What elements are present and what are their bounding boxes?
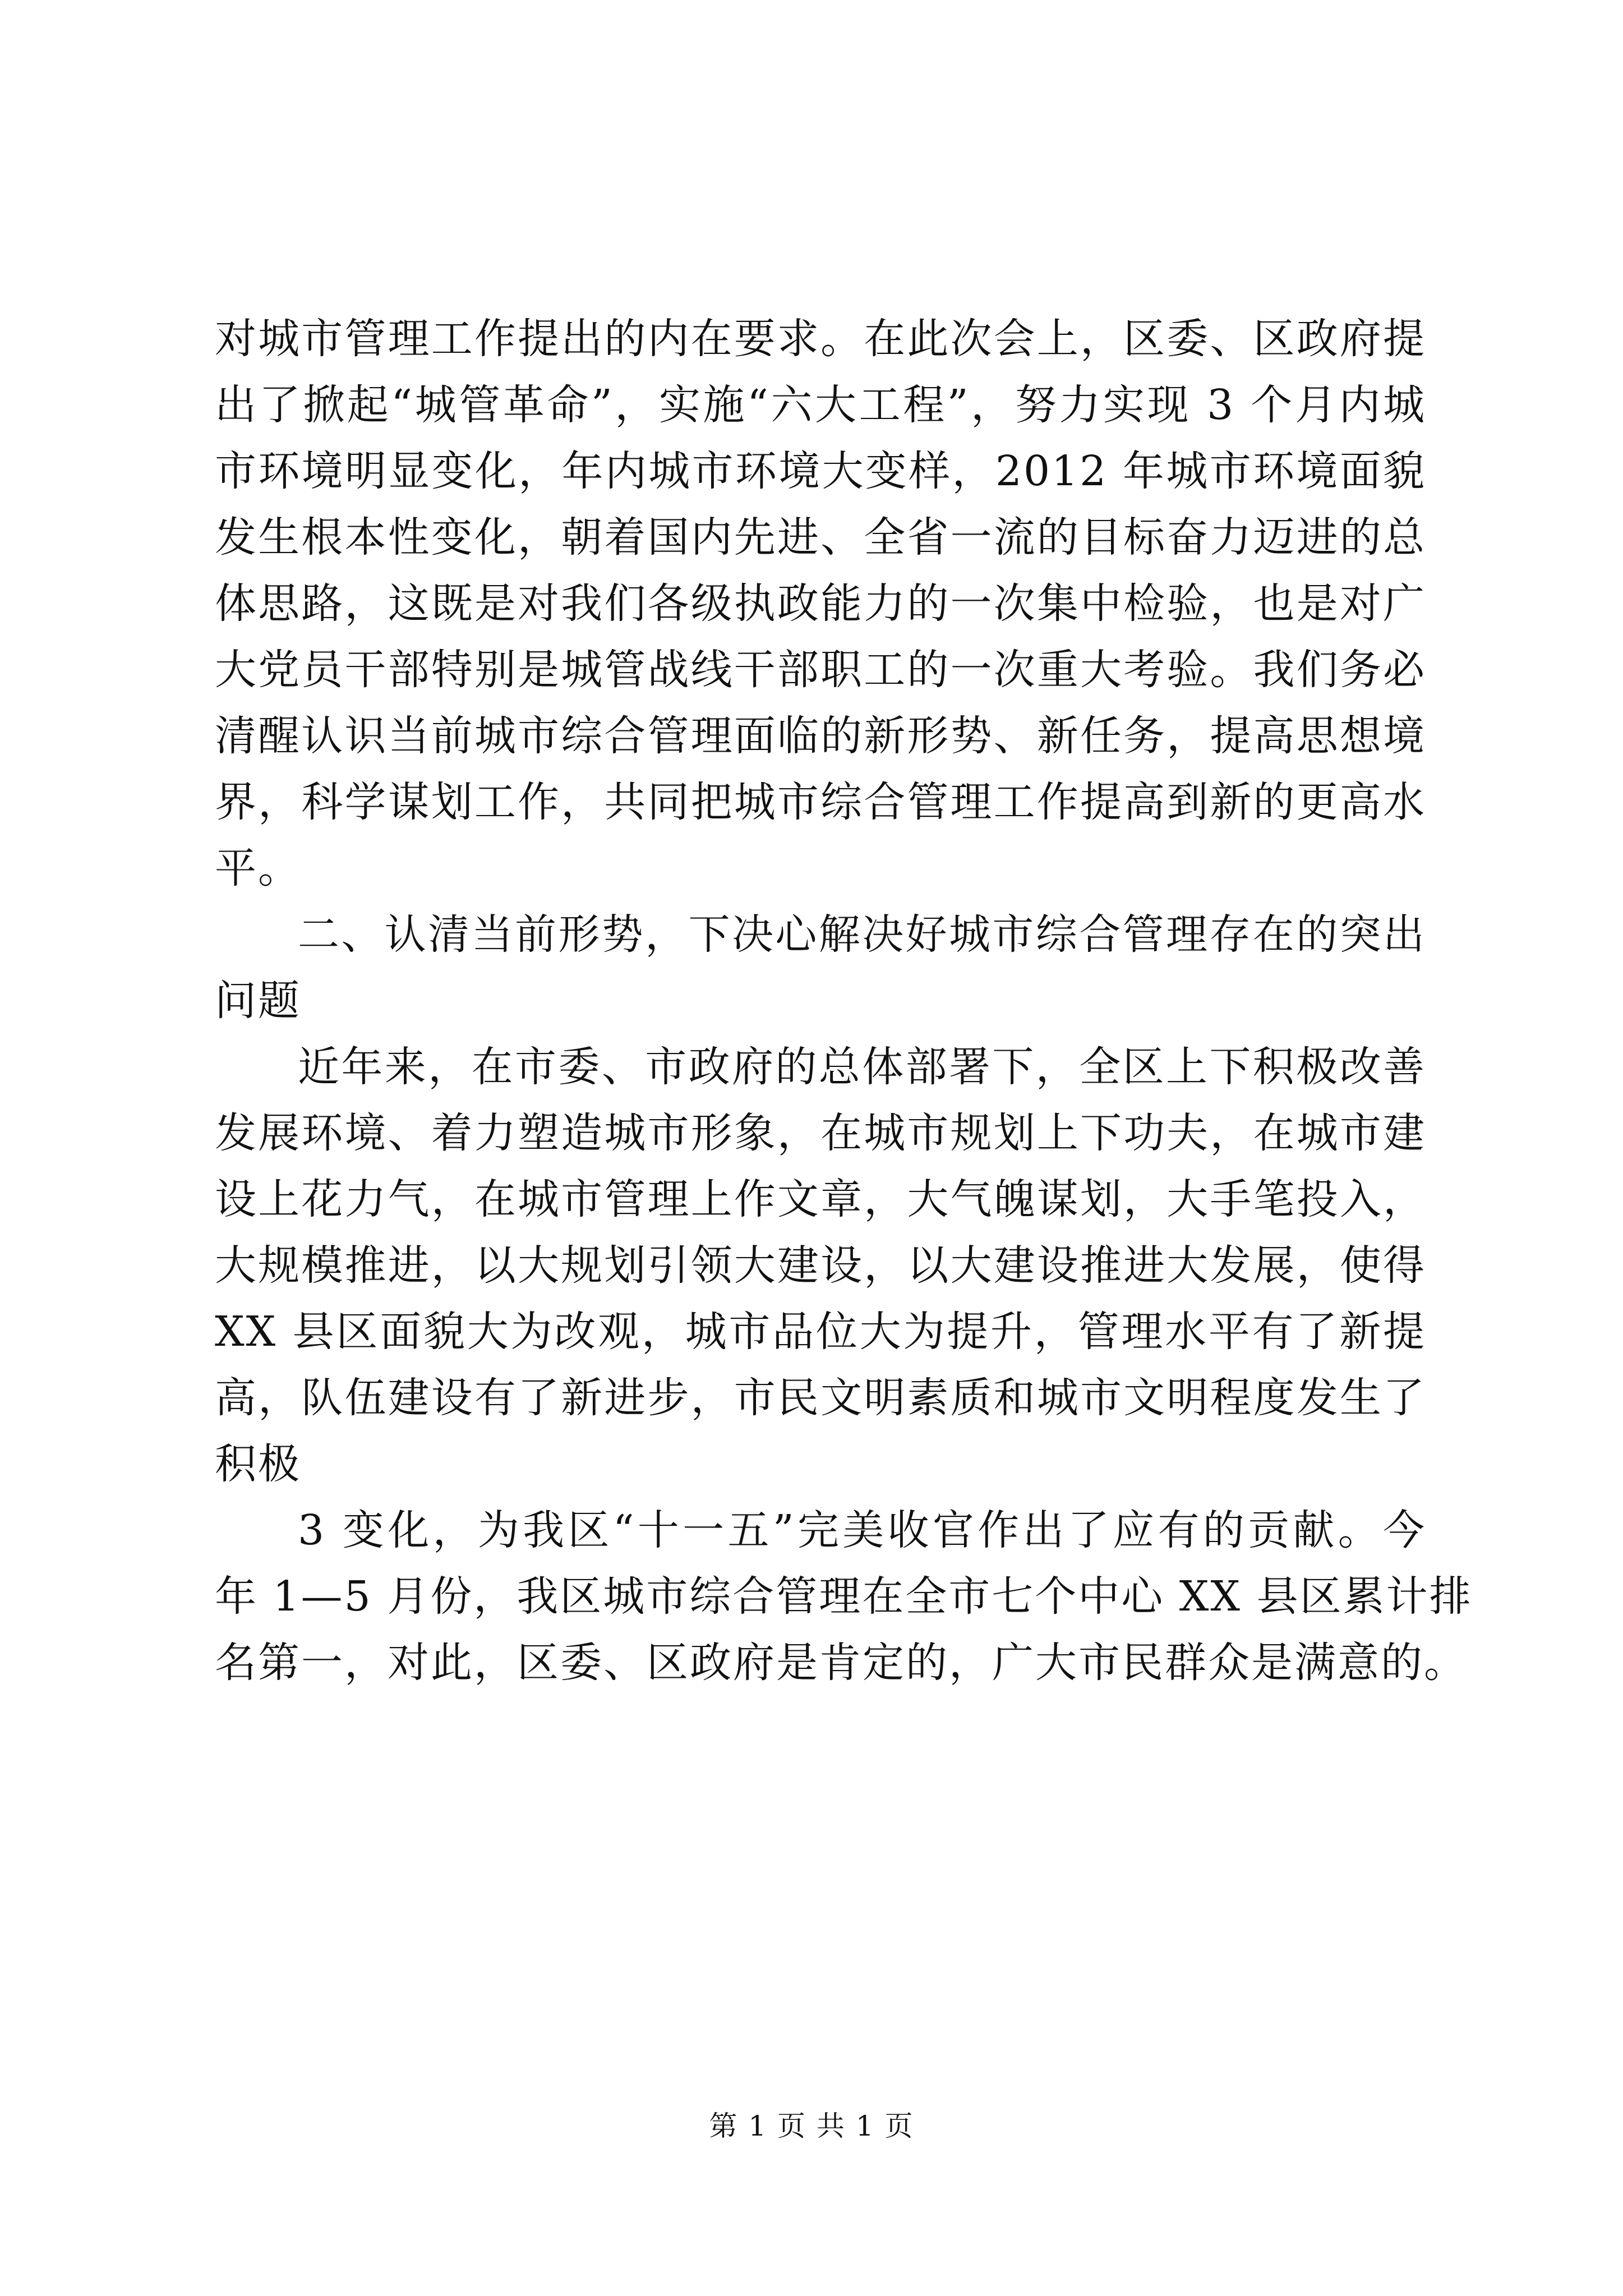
document-body xyxy=(215,306,1473,1696)
text-line-18: 积极 xyxy=(215,1440,301,1488)
text-line-15: 大规模推进，以大规划引领大建设，以大建设推进大发展，使得 xyxy=(215,1241,1426,1290)
text-line-17: 高，队伍建设有了新进步，市民文明素质和城市文明程度发生了 xyxy=(215,1374,1426,1422)
text-line-5: 体思路，这既是对我们各级执政能力的一次集中检验，也是对广 xyxy=(215,579,1426,628)
text-line-8: 界，科学谋划工作，共同把城市综合管理工作提高到新的更高水 xyxy=(215,778,1426,826)
text-line-14: 设上花力气，在城市管理上作文章，大气魄谋划，大手笔投入， xyxy=(215,1175,1426,1223)
text-line-6: 大党员干部特别是城管战线干部职工的一次重大考验。我们务必 xyxy=(215,646,1426,694)
section-heading-line-1: 二、认清当前形势，下决心解决好城市综合管理存在的突出 xyxy=(298,910,1426,959)
text-line-19: 3 变化，为我区“十一五”完美收官作出了应有的贡献。今 xyxy=(298,1506,1426,1554)
text-line-1: 对城市管理工作提出的内在要求。在此次会上，区委、区政府提 xyxy=(215,315,1426,363)
section-heading-line-2: 问题 xyxy=(215,977,301,1025)
text-line-16: XX 县区面貌大为改观，城市品位大为提升，管理水平有了新提 xyxy=(215,1308,1426,1356)
text-line-9: 平。 xyxy=(215,844,301,892)
text-line-3: 市环境明显变化，年内城市环境大变样，2012 年城市环境面貌 xyxy=(215,447,1426,495)
page-number-footer: 第 1 页 共 1 页 xyxy=(709,2110,914,2142)
text-line-12: 近年来，在市委、市政府的总体部署下，全区上下积极改善 xyxy=(298,1043,1426,1091)
text-line-21: 名第一，对此，区委、区政府是肯定的，广大市民群众是满意的。 xyxy=(215,1639,1467,1687)
text-line-7: 清醒认识当前城市综合管理面临的新形势、新任务，提高思想境 xyxy=(215,712,1426,760)
text-line-2: 出了掀起“城管革命”，实施“六大工程”，努力实现 3 个月内城 xyxy=(215,381,1426,429)
text-line-13: 发展环境、着力塑造城市形象，在城市规划上下功夫，在城市建 xyxy=(215,1109,1426,1157)
text-line-20: 年 1—5 月份，我区城市综合管理在全市七个中心 XX 县区累计排 xyxy=(215,1572,1473,1621)
text-line-4: 发生根本性变化，朝着国内先进、全省一流的目标奋力迈进的总 xyxy=(215,513,1426,562)
